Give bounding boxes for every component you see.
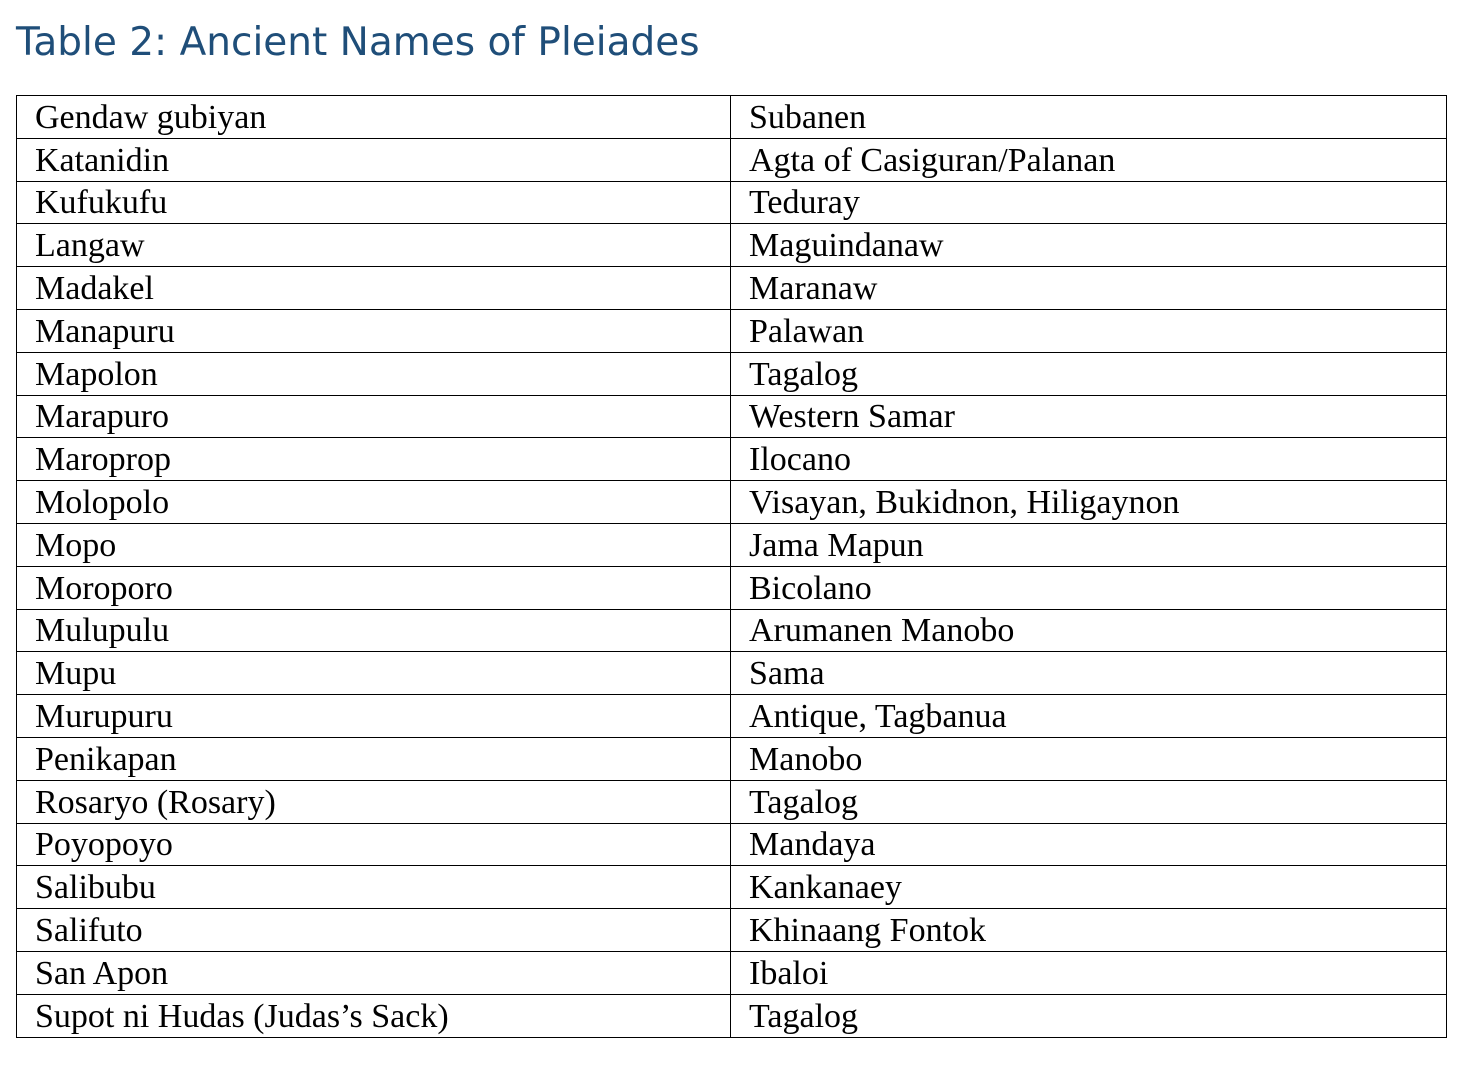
- table-row: [17, 395, 1447, 438]
- table-row: [17, 181, 1447, 224]
- group-cell: Palawan: [731, 309, 1447, 352]
- name-cell: Kufukufu: [17, 181, 731, 224]
- group-cell: Teduray: [731, 181, 1447, 224]
- group-cell: Tagalog: [731, 780, 1447, 823]
- name-cell: Katanidin: [17, 138, 731, 181]
- name-cell: San Apon: [17, 951, 731, 994]
- table-row: [17, 309, 1447, 352]
- group-cell: Maguindanaw: [731, 224, 1447, 267]
- group-cell: Arumanen Manobo: [731, 609, 1447, 652]
- name-cell: Supot ni Hudas (Judas’s Sack): [17, 994, 731, 1037]
- table-row: [17, 138, 1447, 181]
- group-cell: Agta of Casiguran/Palanan: [731, 138, 1447, 181]
- table-row: [17, 866, 1447, 909]
- name-cell: Rosaryo (Rosary): [17, 780, 731, 823]
- group-cell: Tagalog: [731, 352, 1447, 395]
- group-cell: Tagalog: [731, 994, 1447, 1037]
- table-row: [17, 566, 1447, 609]
- group-cell: Ilocano: [731, 438, 1447, 481]
- name-cell: Marapuro: [17, 395, 731, 438]
- name-cell: Murupuru: [17, 695, 731, 738]
- table-row: [17, 352, 1447, 395]
- table-row: [17, 523, 1447, 566]
- group-cell: Mandaya: [731, 823, 1447, 866]
- table-row: [17, 96, 1447, 139]
- group-cell: Bicolano: [731, 566, 1447, 609]
- name-cell: Moroporo: [17, 566, 731, 609]
- table-caption: Table 2: Ancient Names of Pleiades: [16, 20, 700, 65]
- name-cell: Molopolo: [17, 481, 731, 524]
- name-cell: Madakel: [17, 267, 731, 310]
- group-cell: Subanen: [731, 96, 1447, 139]
- group-cell: Ibaloi: [731, 951, 1447, 994]
- name-cell: Salibubu: [17, 866, 731, 909]
- name-cell: Mulupulu: [17, 609, 731, 652]
- group-cell: Visayan, Bukidnon, Hiligaynon: [731, 481, 1447, 524]
- name-cell: Salifuto: [17, 909, 731, 952]
- table-row: [17, 438, 1447, 481]
- group-cell: Khinaang Fontok: [731, 909, 1447, 952]
- table-row: [17, 652, 1447, 695]
- name-cell: Poyopoyo: [17, 823, 731, 866]
- name-cell: Mupu: [17, 652, 731, 695]
- table-row: [17, 224, 1447, 267]
- group-cell: Western Samar: [731, 395, 1447, 438]
- name-cell: Manapuru: [17, 309, 731, 352]
- name-cell: Mopo: [17, 523, 731, 566]
- group-cell: Maranaw: [731, 267, 1447, 310]
- table-row: [17, 481, 1447, 524]
- name-cell: Penikapan: [17, 737, 731, 780]
- table-row: [17, 695, 1447, 738]
- table-row: [17, 823, 1447, 866]
- name-cell: Langaw: [17, 224, 731, 267]
- table-row: [17, 737, 1447, 780]
- group-cell: Sama: [731, 652, 1447, 695]
- group-cell: Kankanaey: [731, 866, 1447, 909]
- group-cell: Antique, Tagbanua: [731, 695, 1447, 738]
- group-cell: Jama Mapun: [731, 523, 1447, 566]
- table-row: [17, 951, 1447, 994]
- table-row: [17, 994, 1447, 1037]
- pleiades-names-table: [16, 95, 1447, 1038]
- name-cell: Gendaw gubiyan: [17, 96, 731, 139]
- name-cell: Mapolon: [17, 352, 731, 395]
- table-row: [17, 267, 1447, 310]
- table-row: [17, 609, 1447, 652]
- table-row: [17, 909, 1447, 952]
- group-cell: Manobo: [731, 737, 1447, 780]
- name-cell: Maroprop: [17, 438, 731, 481]
- table-row: [17, 780, 1447, 823]
